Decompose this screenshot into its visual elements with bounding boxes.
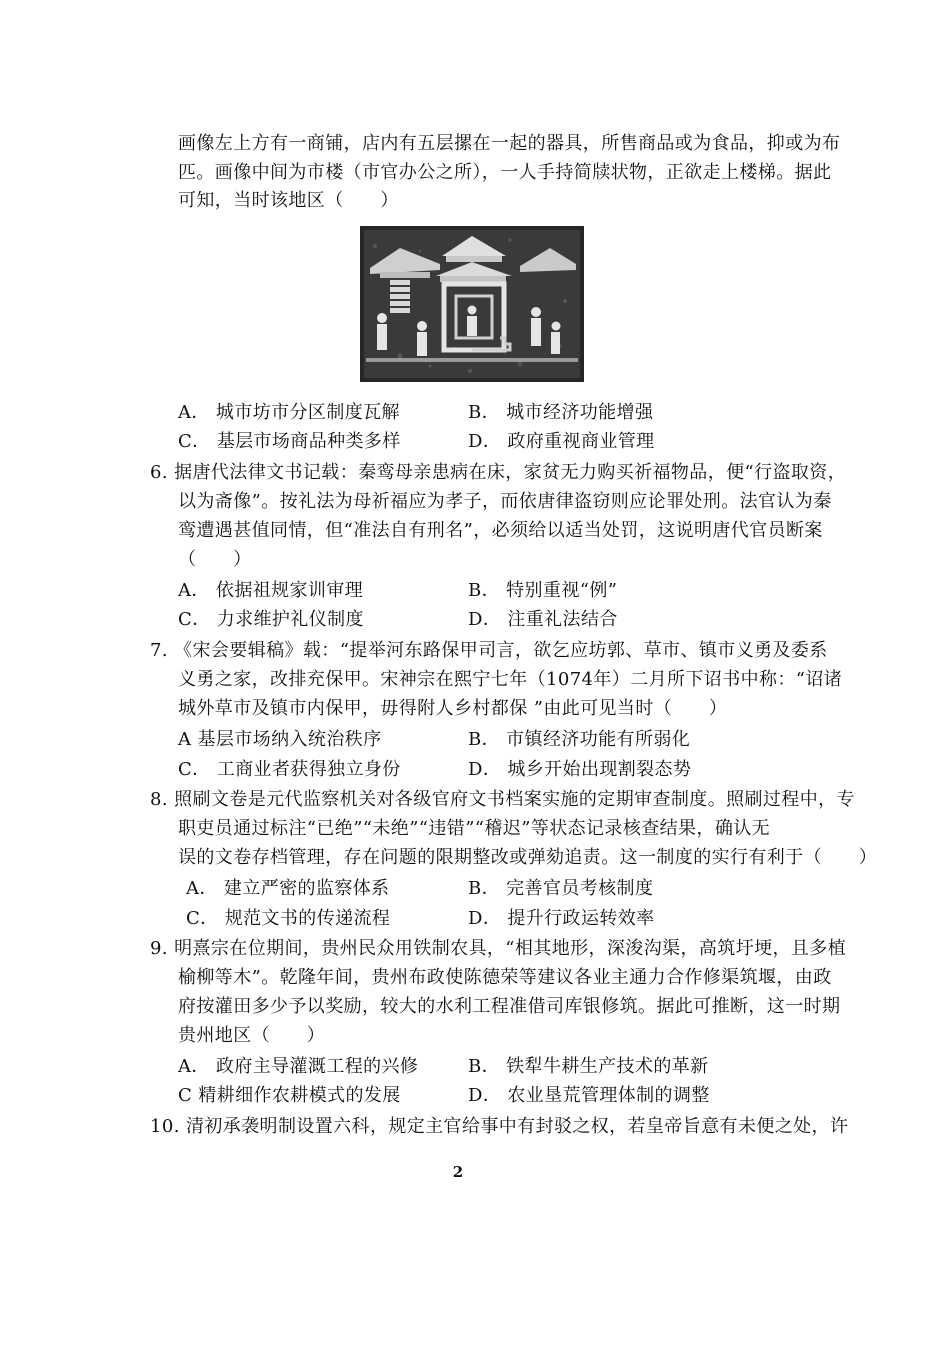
relief-rubbing-icon [360,226,584,382]
q5-stem-line-2: 匹。画像中间为市楼（市官办公之所），一人手持简牍状物，正欲走上楼梯。据此 [178,162,832,183]
q7-stem-line-3: 城外草市及镇市内保甲，毋得附人乡村都保 ”由此可见当时（ ） [178,698,728,719]
han-brick-market-relief-image [360,226,584,382]
q9-stem-line-2: 榆柳等木”。乾隆年间，贵州布政使陈德荣等建议各业主通力合作修渠筑堰，由政 [178,967,832,988]
q5-option-d[interactable]: D． 政府重视商业管理 [468,431,655,452]
q6-stem-line-4: （ ） [178,549,252,570]
q5-stem-line-1: 画像左上方有一商铺，店内有五层摞在一起的器具，所售商品或为食品，抑或为布 [178,133,841,154]
q7-stem-line-1: 7. 《宋会要辑稿》载：“提举河东路保甲司言，欲乞应坊郭、草市、镇市义勇及委系 [150,640,828,661]
q7-option-d[interactable]: D． 城乡开始出现割裂态势 [468,759,692,780]
q9-option-a[interactable]: A． 政府主导灌溉工程的兴修 [178,1056,419,1077]
q7-stem-line-2: 义勇之家，改排充保甲。宋神宗在熙宁七年（1074年）二月所下诏书中称：“诏诸 [178,669,843,690]
q8-stem-line-3: 误的文卷存档管理，存在问题的限期整改或弹劾追责。这一制度的实行有利于（ ） [178,847,878,868]
q5-option-a[interactable]: A． 城市坊市分区制度瓦解 [178,402,400,423]
q7-option-a[interactable]: A 基层市场纳入统治秩序 [178,729,382,750]
page-number: 2 [452,1163,464,1181]
q6-option-c[interactable]: C． 力求维护礼仪制度 [178,609,364,630]
q7-option-c[interactable]: C． 工商业者获得独立身份 [178,759,401,780]
q5-stem-line-3: 可知，当时该地区（ ） [178,190,399,211]
q5-option-c[interactable]: C． 基层市场商品种类多样 [178,431,401,452]
q6-stem-line-1: 6. 据唐代法律文书记载：秦鸾母亲患病在床，家贫无力购买祈福物品，便“行盗取资， [150,462,847,483]
q8-option-d[interactable]: D． 提升行政运转效率 [468,908,655,929]
q6-option-b[interactable]: B． 特别重视“例” [468,580,618,601]
q10-stem-line-1: 10. 清初承袭明制设置六科，规定主官给事中有封驳之权，若皇帝旨意有未便之处，许 [150,1116,849,1137]
q8-option-c[interactable]: C． 规范文书的传递流程 [186,908,391,929]
q9-option-c[interactable]: C 精耕细作农耕模式的发展 [178,1085,401,1106]
q6-option-d[interactable]: D． 注重礼法结合 [468,609,618,630]
q9-stem-line-1: 9. 明熹宗在位期间，贵州民众用铁制农具，“相其地形，深浚沟渠，高筑圩埂，且多植 [150,938,847,959]
q9-stem-line-4: 贵州地区（ ） [178,1025,326,1046]
q6-stem-line-3: 鸾遭遇甚值同情，但“准法自有刑名”，必须给以适当处罚，这说明唐代官员断案 [178,520,823,541]
q8-option-b[interactable]: B． 完善官员考核制度 [468,878,654,899]
q8-stem-line-2: 职吏员通过标注“已绝”“未绝”“违错”“稽迟”等状态记录核查结果，确认无 [178,818,771,839]
q5-option-b[interactable]: B． 城市经济功能增强 [468,402,654,423]
q6-stem-line-2: 以为斋像”。按礼法为母祈福应为孝子，而依唐律盗窃则应论罪处刑。法官认为秦 [178,491,832,512]
q9-option-d[interactable]: D． 农业垦荒管理体制的调整 [468,1085,710,1106]
q9-stem-line-3: 府按灌田多少予以奖励，较大的水利工程准借司库银修筑。据此可推断，这一时期 [178,996,841,1017]
q8-option-a[interactable]: A． 建立严密的监察体系 [186,878,390,899]
q8-stem-line-1: 8. 照刷文卷是元代监察机关对各级官府文书档案实施的定期审查制度。照刷过程中，专 [150,789,855,810]
q7-option-b[interactable]: B． 市镇经济功能有所弱化 [468,729,691,750]
q9-option-b[interactable]: B． 铁犁牛耕生产技术的革新 [468,1056,709,1077]
q6-option-a[interactable]: A． 依据祖规家训审理 [178,580,364,601]
